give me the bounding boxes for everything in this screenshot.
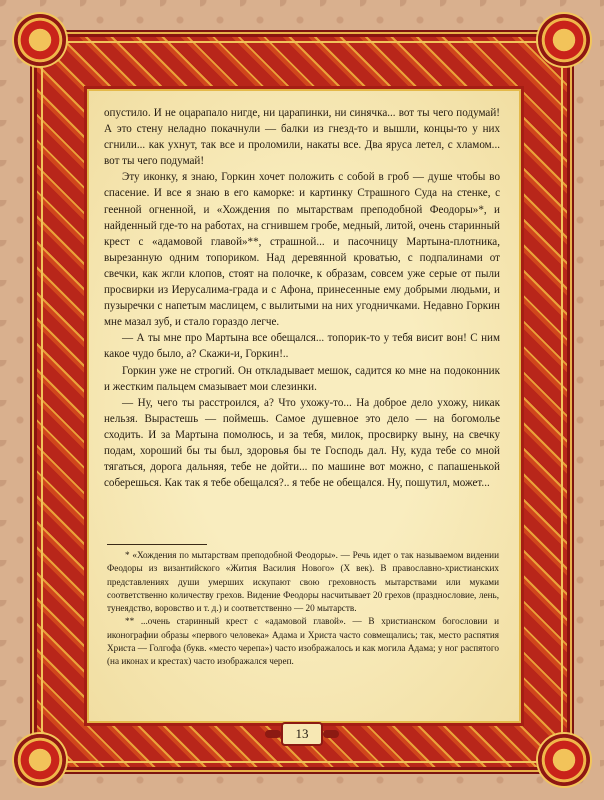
footnote: * «Хождения по мытарствам преподобной Феодоры». — Речь идет о так называемом видении Феодоры из византийского «Жития Василия Нового» (X век). В православно-христианских представлениях души умерших искупают свою греховность мытарствами или муками соответственно количеству грехов. Видение Феодоры насчитывает 20 грехов (празднословие, лень, тунеядство, воровство и т. д.) и соответственно — 20 мытарств. xyxy=(107,550,499,614)
paragraph: Горкин уже не строгий. Он откладывает мешок, садится ко мне на подоконник и жестким пальцем смазывает мои слезинки. xyxy=(104,364,500,393)
footnote: ** ...очень старинный крест с «адамовой главой». — В христианском богословии и иконографии образы «первого человека» Адама и Христа часто совмещались; так, место распятия Христа — Голгофа (букв. «место черепа») часто изображалось и как могила Адама; у ног распятого (на иконах и крестах) часто изображался череп. xyxy=(107,616,499,667)
paragraph: — Ну, чего ты расстроился, а? Что ухожу-то... На доброе дело ухожу, никак нельзя. Вырастешь — поймешь. Самое душевное это дело — на богомолье сходить. И за Мартына помолюсь, и за тебя, милок, просвирку выну, на свечку подам, хороший бы ты был, здоровья бы те Господь дал. Ну, куда тебе со мной тягаться, дорога дальняя, тебе не дойти... по машине вот можно, с папашенькой соберешься. Как так я тебе обещался?.. я тебе не обещался. Ну, пошутил, может... xyxy=(104,396,500,490)
corner-medallion-icon xyxy=(14,14,66,66)
corner-medallion-icon xyxy=(538,734,590,786)
footnote-divider xyxy=(107,544,207,545)
paragraph: Эту иконку, я знаю, Горкин хочет положить с собой в гроб — душе чтобы во спасение. И все я знаю в его каморке: и картинку Страшного Суда на стенке, с геенной огненной, и «Хождения по мытарствам преподобной Феодоры»*, и найденный где-то на работах, на сгнившем гробе, медный, литой, очень старинный крест с «адамовой главой»**, страшной... и пасочницу Мартына-плотника, вырезанную одним топориком. Над деревянной кроватью, с подпалинами от свечки, как жгли клопов, стоят на полочке, к образам, совсем уже серые от пыли просвирки из Иерусалима-града и с Афона, принесенные ему добрыми людьми, и пузыречки с напетым маслицем, с вылитыми на них угодничками. Недавно Горкин мне мазал зуб, и стало гораздо легче. xyxy=(104,171,500,329)
main-text xyxy=(104,105,500,491)
paragraph: опустило. И не оцарапало нигде, ни царапинки, ни синячка... вот ты чего подумай! А это стену неладно покачнули — балки из гнезд-то и вышли, концы-то у них сгнили... как ухнут, так все и проломили, накаты все. Два яруса летел, с хламом... вот ты чего подумай! xyxy=(104,107,500,168)
page-number-plate xyxy=(264,721,340,747)
ornament-icon xyxy=(323,730,339,738)
footnotes xyxy=(107,549,499,669)
corner-medallion-icon xyxy=(14,734,66,786)
page-number: 13 xyxy=(281,722,323,746)
ornament-icon xyxy=(265,730,281,738)
corner-medallion-icon xyxy=(538,14,590,66)
paragraph: — А ты мне про Мартына все обещался... топорик-то у тебя висит вон! С ним какое чудо было, а? Скажи-и, Горкин!.. xyxy=(104,332,500,361)
